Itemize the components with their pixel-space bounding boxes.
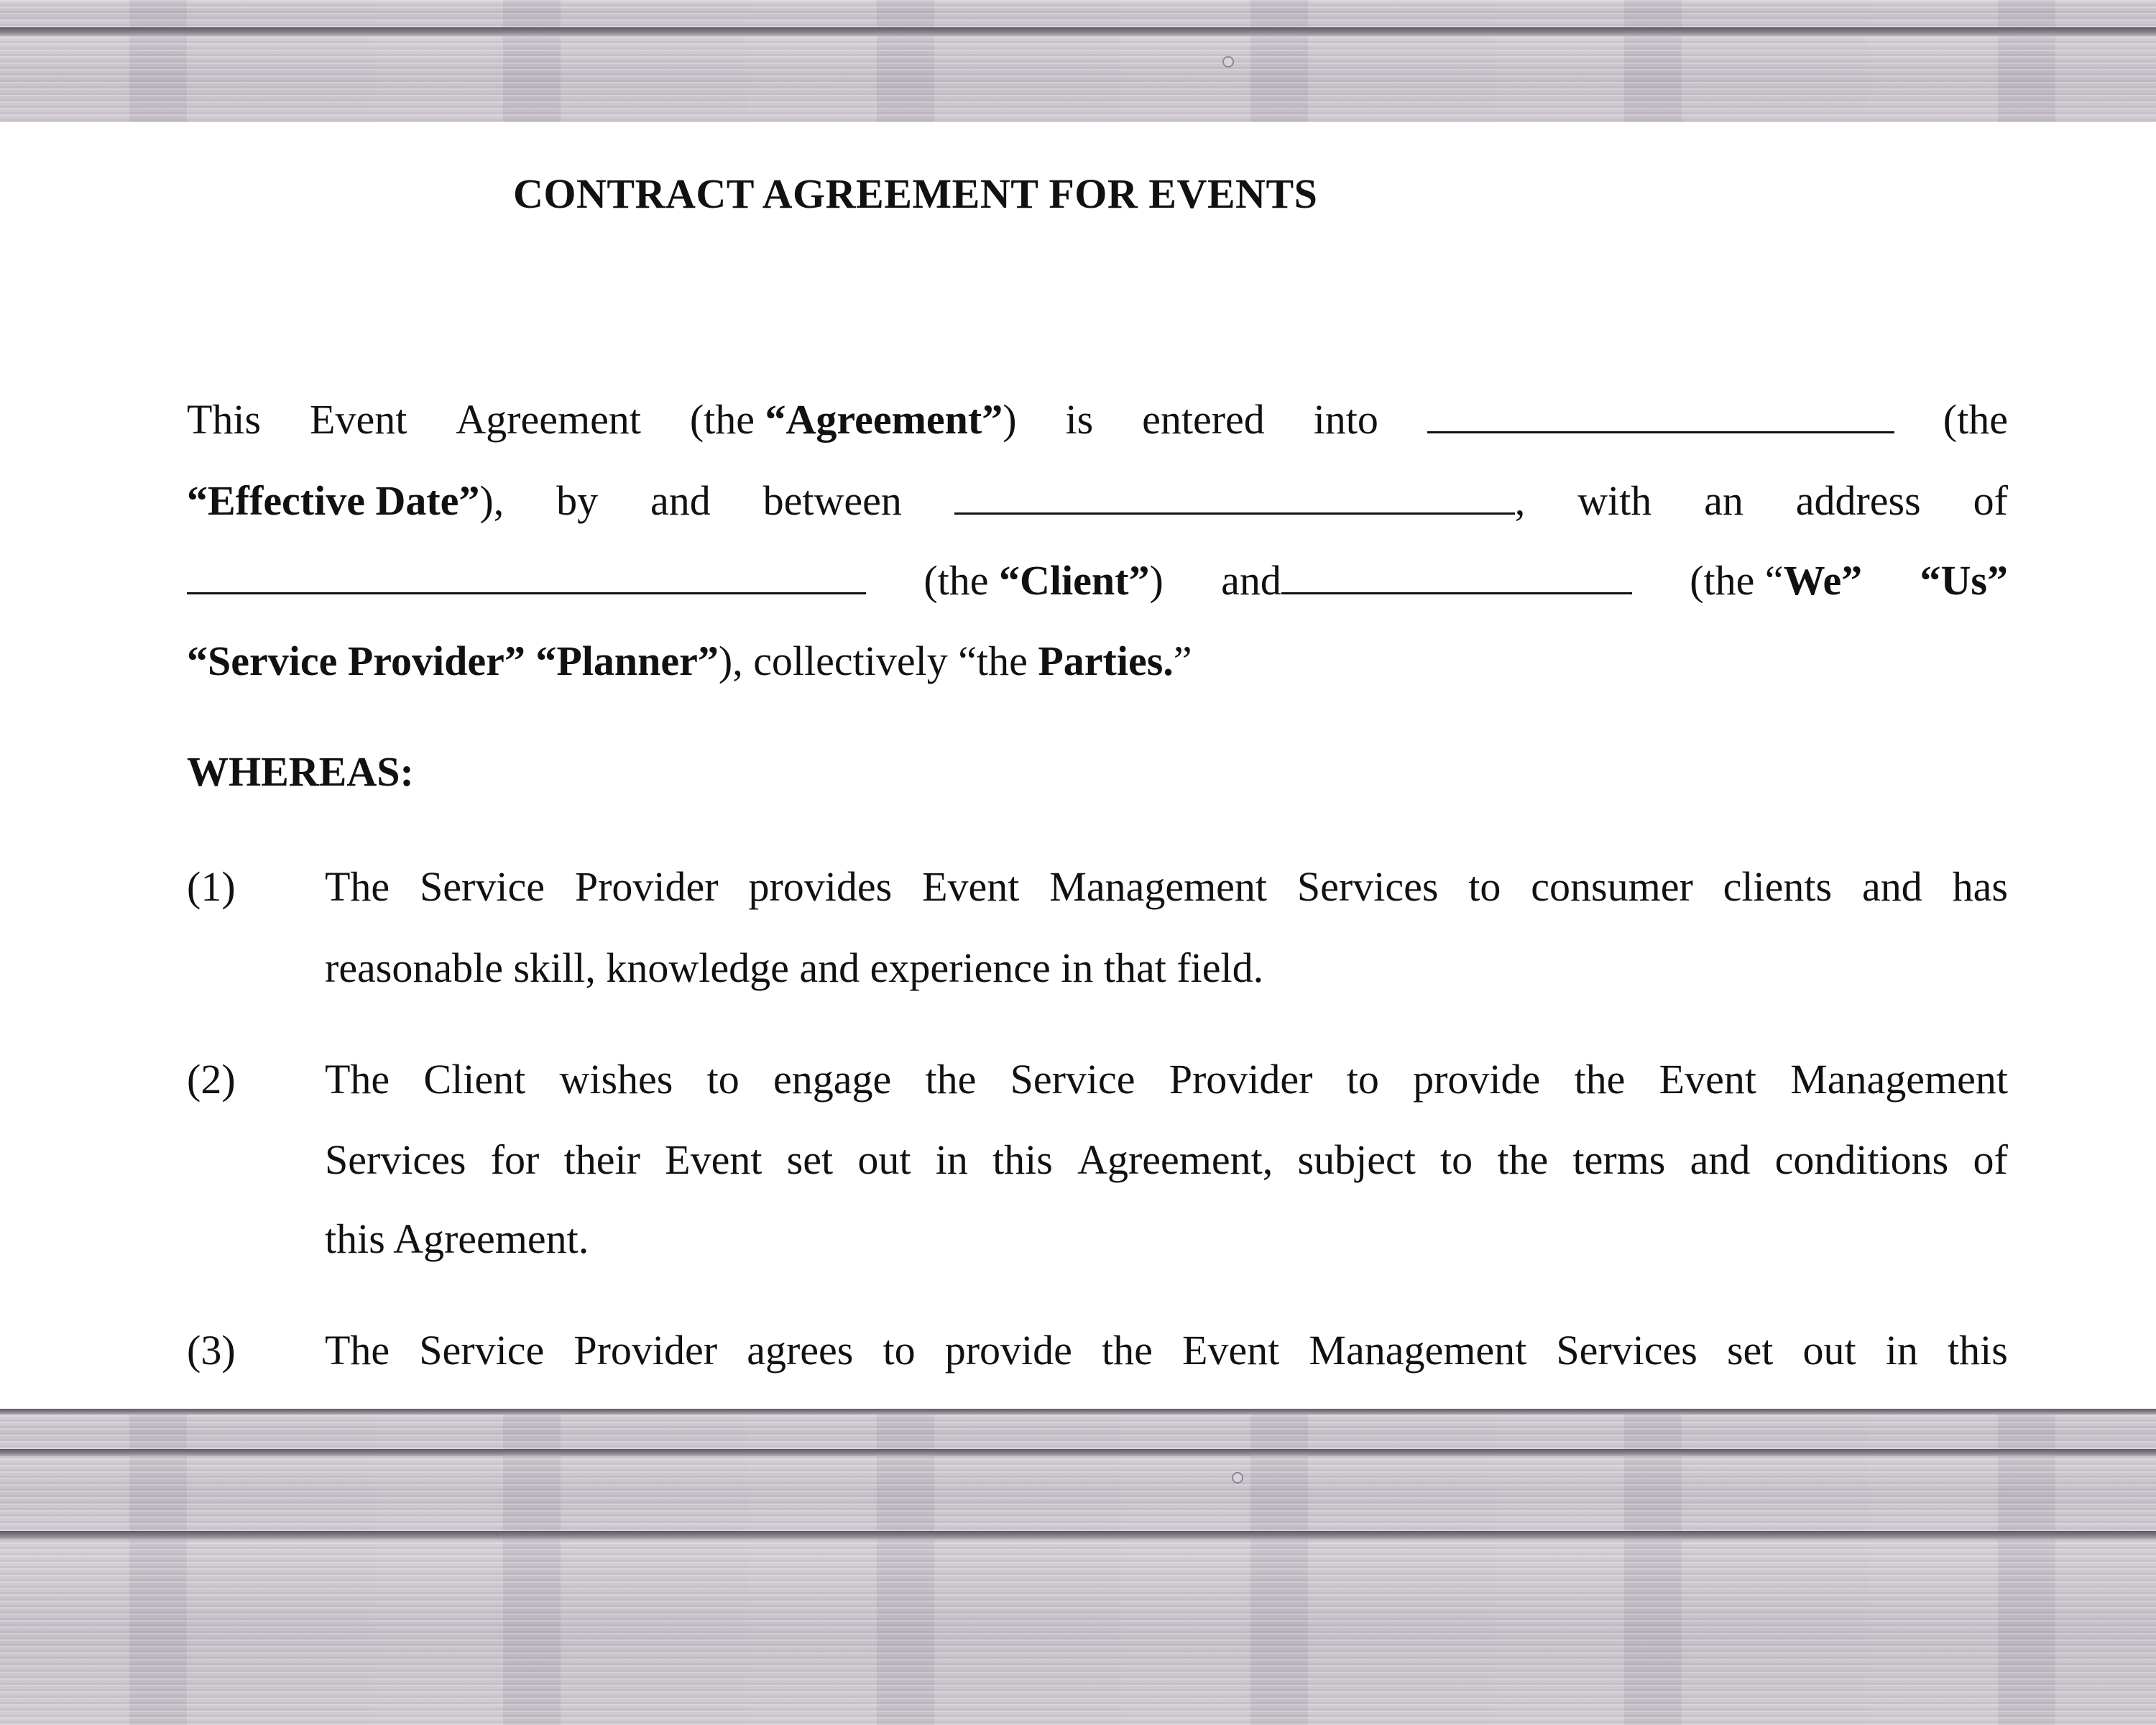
word: between — [763, 477, 902, 524]
word: Client — [423, 1056, 526, 1103]
word: conditions — [1774, 1136, 1949, 1183]
word-group — [187, 477, 504, 525]
word: for — [490, 1136, 540, 1183]
defined-term-client: “Client” — [999, 557, 1150, 604]
word: The — [325, 863, 390, 910]
word: The — [325, 1327, 390, 1374]
word-group — [690, 395, 1017, 443]
word: Event — [665, 1136, 763, 1183]
recital-number: (3) — [187, 1327, 236, 1374]
wood-plank — [0, 0, 2156, 27]
word: Management — [1309, 1327, 1527, 1374]
intro-line-3 — [187, 556, 2008, 604]
intro-line-4 — [187, 637, 2008, 685]
defined-term-planner: “Planner” — [535, 638, 719, 684]
word: clients — [1723, 863, 1833, 910]
recital-1-line-1 — [325, 862, 2008, 911]
word: to — [883, 1327, 916, 1374]
word: Provider — [574, 863, 719, 910]
word: Services — [1296, 863, 1439, 910]
wood-plank — [0, 1456, 2156, 1531]
intro-line-1 — [187, 395, 2008, 443]
word: this — [992, 1136, 1053, 1183]
word: Agreement, — [1077, 1136, 1273, 1183]
word: Services — [1556, 1327, 1697, 1374]
word: and — [650, 477, 711, 524]
word: and — [1221, 557, 1281, 604]
word: (the — [1943, 396, 2008, 443]
defined-term-effective-date: “Effective Date” — [187, 477, 480, 524]
nail-icon — [1222, 56, 1234, 68]
word: consumer — [1531, 863, 1693, 910]
defined-term-parties: Parties. — [1038, 638, 1174, 684]
word: provides — [748, 863, 893, 910]
word: provide — [944, 1327, 1072, 1374]
word: in — [1885, 1327, 1918, 1374]
word: with — [1577, 477, 1652, 524]
document-title: CONTRACT AGREEMENT FOR EVENTS — [513, 170, 1318, 217]
word: (the — [689, 396, 755, 443]
word: of — [1973, 477, 2008, 524]
word: the — [1102, 1327, 1153, 1374]
word: their — [563, 1136, 640, 1183]
wood-seam — [0, 1409, 2156, 1414]
word: The — [325, 1056, 390, 1103]
word-group — [1221, 556, 1632, 604]
word: of — [1973, 1136, 2008, 1183]
service-provider-blank[interactable] — [1281, 558, 1632, 594]
word: Service — [419, 1327, 545, 1374]
defined-term-agreement: “Agreement” — [765, 396, 1003, 443]
wood-plank — [0, 1414, 2156, 1449]
intro-line-2 — [187, 477, 2008, 525]
word: out — [857, 1136, 911, 1183]
wood-background-top — [0, 0, 2156, 122]
word: the — [925, 1056, 977, 1103]
word: Services — [325, 1136, 466, 1183]
word: by — [556, 477, 599, 524]
word: , — [1514, 477, 1526, 524]
word: (the — [1690, 557, 1755, 604]
word: (the — [923, 557, 989, 604]
word: to — [1440, 1136, 1473, 1183]
client-address-blank[interactable] — [187, 558, 866, 594]
word: Event — [1659, 1056, 1756, 1103]
wood-background-bottom — [0, 1409, 2156, 1725]
word: to — [706, 1056, 740, 1103]
word: the — [1574, 1056, 1626, 1103]
word: out — [1802, 1327, 1856, 1374]
word: set — [786, 1136, 834, 1183]
word: Provider — [1169, 1056, 1313, 1103]
word: Agreement — [456, 396, 641, 443]
wood-seam — [0, 27, 2156, 36]
client-name-blank[interactable] — [954, 478, 1515, 515]
word-group — [954, 477, 1526, 525]
word: address — [1795, 477, 1921, 524]
word: entered — [1142, 396, 1265, 443]
word: Service — [420, 863, 545, 910]
word: an — [1704, 477, 1743, 524]
recital-1-line-2: reasonable skill, knowledge and experience in that field. — [325, 944, 1264, 991]
word: Event — [310, 396, 407, 443]
word: “ — [1764, 557, 1784, 604]
word: This — [187, 396, 262, 443]
word: in — [935, 1136, 968, 1183]
word: Provider — [573, 1327, 718, 1374]
word: ) — [1003, 396, 1017, 443]
word: the — [1497, 1136, 1549, 1183]
word: ” — [1173, 638, 1192, 684]
word: ) — [1149, 557, 1164, 604]
word: provide — [1413, 1056, 1541, 1103]
word-group — [1690, 556, 1862, 604]
word: Event — [922, 863, 1020, 910]
word: to — [1346, 1056, 1379, 1103]
word: Service — [1010, 1056, 1135, 1103]
word: Management — [1790, 1056, 2008, 1103]
word: has — [1952, 863, 2008, 910]
word: terms — [1572, 1136, 1666, 1183]
word: into — [1313, 396, 1378, 443]
word: Management — [1049, 863, 1268, 910]
wood-plank — [0, 1540, 2156, 1725]
defined-term-us: “Us” — [1920, 557, 2008, 604]
wood-seam — [0, 1531, 2156, 1540]
effective-date-blank[interactable] — [1427, 397, 1894, 433]
defined-term-we: We” — [1783, 557, 1863, 604]
recital-2-line-2 — [325, 1136, 2008, 1184]
word: ), collectively “the — [718, 638, 1028, 684]
recital-2-line-1 — [325, 1055, 2008, 1103]
recital-3-line-1 — [325, 1326, 2008, 1374]
word: is — [1065, 396, 1094, 443]
word: ), — [479, 477, 505, 524]
word: set — [1726, 1327, 1774, 1374]
word-group — [923, 556, 1163, 604]
word: and — [1861, 863, 1922, 910]
word: to — [1468, 863, 1501, 910]
wood-plank — [0, 36, 2156, 122]
word: engage — [773, 1056, 892, 1103]
word: subject — [1297, 1136, 1416, 1183]
wood-seam — [0, 1449, 2156, 1456]
word: this — [1948, 1327, 2008, 1374]
recital-number: (2) — [187, 1056, 236, 1103]
defined-term-service-provider: “Service Provider” — [187, 638, 525, 684]
nail-icon — [1232, 1472, 1243, 1484]
recital-2-line-3: this Agreement. — [325, 1215, 589, 1262]
word: wishes — [559, 1056, 673, 1103]
whereas-heading: WHEREAS: — [187, 748, 414, 795]
recital-number: (1) — [187, 863, 236, 910]
word: and — [1690, 1136, 1751, 1183]
word: agrees — [747, 1327, 854, 1374]
word: Event — [1182, 1327, 1280, 1374]
